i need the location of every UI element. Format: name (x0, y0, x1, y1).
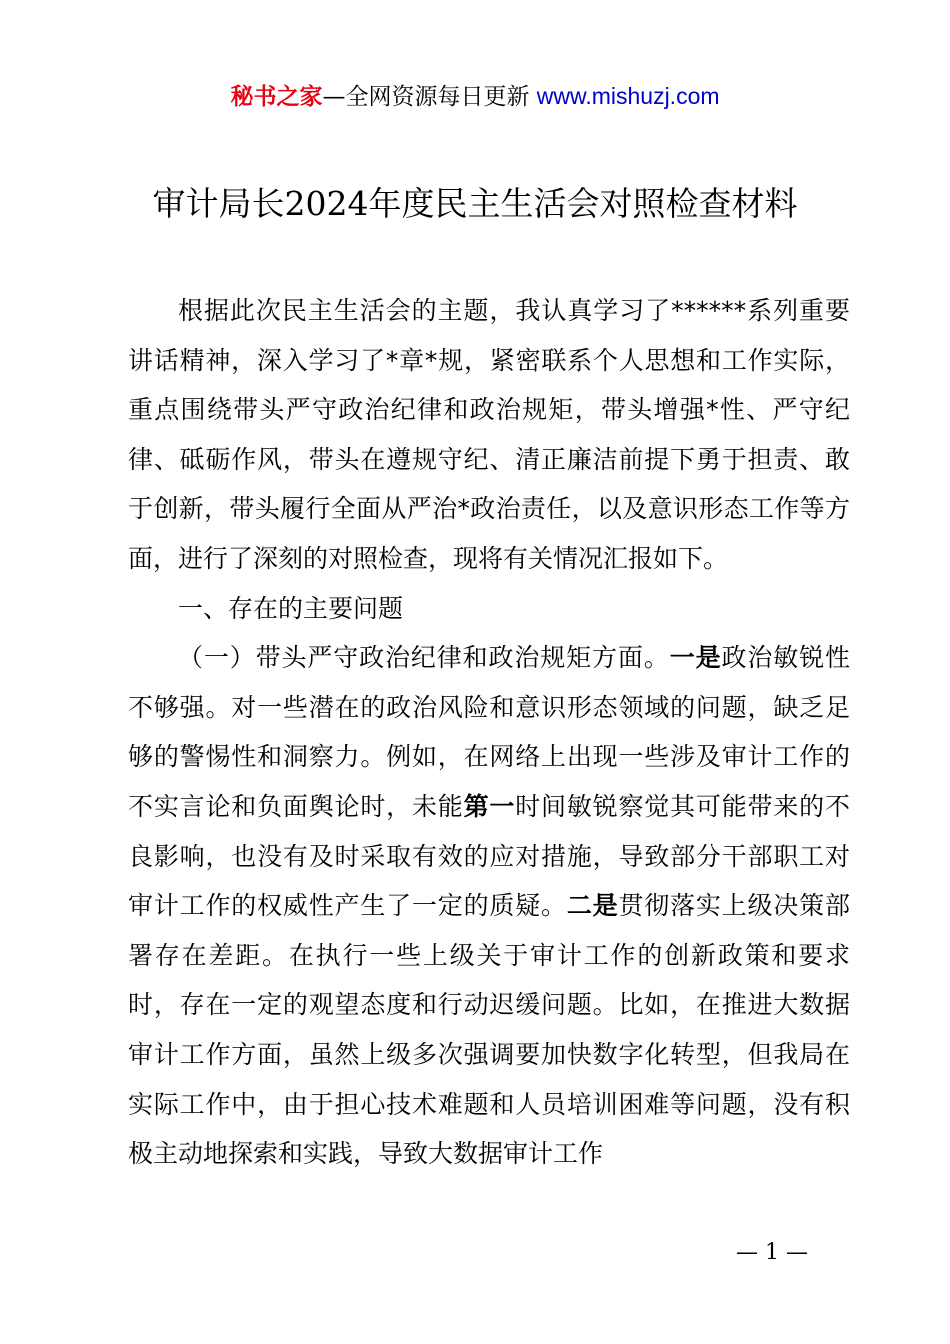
brand-name: 秘书之家 (230, 84, 323, 110)
paragraph-text: 政治敏锐性不够强。对一些潜在的政治风险和意识形态领域的问题，缺乏足够的警惕性和洞察力。例如，在网络上出现一些涉及审计工作的不实言论和负面舆论时，未能 (128, 643, 850, 821)
section-heading: 一、存在的主要问题 (178, 593, 404, 623)
header-tagline: —全网资源每日更新 (322, 84, 530, 110)
site-url[interactable]: www.mishuzj.com (536, 83, 720, 109)
site-header (0, 80, 950, 113)
paragraph-text: 时间敏锐察觉其可能带来的不良影响，也没有及时采取有效的应对措施，导致部分干部职工对审计工作的权威性产生了一定的质疑。 (128, 791, 850, 921)
emphasis-text: 第一 (463, 791, 516, 821)
intro-paragraph: 根据此次民主生活会的主题，我认真学习了******系列重要讲话精神，深入学习了*章*规，紧密联系个人思想和工作实际，重点围绕带头严守政治纪律和政治规矩，带头增强*性、严守纪律、砥砺作风，带头在遵规守纪、清正廉洁前提下勇于担责、敢于创新，带头履行全面从严治*政治责任，以及意识形态工作等方面，进行了深刻的对照检查，现将有关情况汇报如下。 (128, 296, 850, 573)
emphasis-text: 一是 (669, 643, 722, 673)
document-body (128, 286, 850, 1179)
document-title: 审计局长2024年度民主生活会对照检查材料 (152, 184, 798, 223)
page-number: — 1 — (736, 1240, 808, 1265)
emphasis-text: 二是 (566, 891, 619, 921)
paragraph-text: （一）带头严守政治纪律和政治规矩方面。 (178, 643, 670, 673)
problem-paragraph (128, 633, 850, 1179)
paragraph-text: 贯彻落实上级决策部署存在差距。在执行一些上级关于审计工作的创新政策和要求时，存在一定的观望态度和行动迟缓问题。比如，在推进大数据审计工作方面，虽然上级多次强调要加快数字化转型，但我局在实际工作中，由于担心技术难题和人员培训困难等问题，没有积极主动地探索和实践，导致大数据审计工作 (128, 891, 850, 1169)
